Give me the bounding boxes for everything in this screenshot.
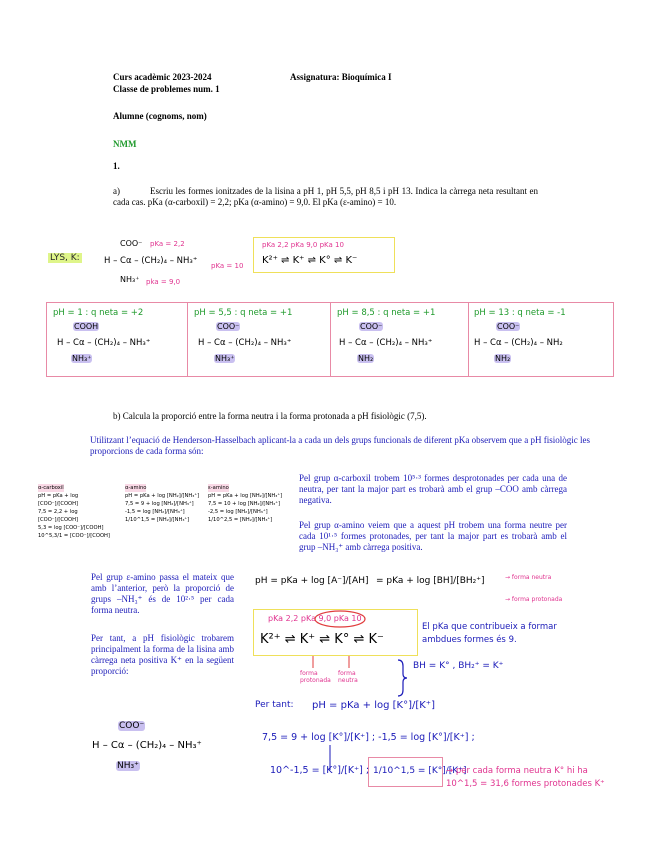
ph-form-chain: H – Cα – (CH₂)₄ – NH₃⁺ [198,338,292,348]
ph-form-title: pH = 5,5 : q neta = +1 [194,308,293,318]
ph-form-chain: H – Cα – (CH₂)₄ – NH₃⁺ [57,338,151,348]
subject: Assignatura: Bioquímica I [290,72,392,82]
ph-form-bottom-group: NH₃⁺ [215,354,235,363]
ph-form-title: pH = 8,5 : q neta = +1 [337,308,436,318]
molecule-coo: COO⁻ [119,721,145,731]
ph-form-chain: H – Cα – (CH₂)₄ – NH₂ [474,338,563,348]
equilibrium-pkas: pKa 2,2 pKa 9,0 pKa 10 [262,241,344,249]
calc-line: 1/10^1,5 = [NH₂]/[NH₃⁺] [125,517,190,523]
pka-note: El pKa que contribueix a formar ambdues formes és 9. [422,622,557,645]
hh-equation: pH = pKa + log [A⁻]/[AH] [255,576,369,586]
ph-form-bottom-group: NH₃⁺ [72,354,92,363]
result-box [368,757,467,787]
pka-carboxyl-note: pKa = 2,2 [150,240,185,248]
calc-line: 7,5 = 2,2 + log [COO⁻]/[COOH] [38,509,79,523]
ph-form-top-group: COO⁻ [497,322,520,331]
student-initials: NMM [113,139,137,149]
conclusion-paragraph: Per tant, a pH fisiològic trobarem principalment la forma de la lisina amb càrrega neta positiva K⁺ en la següent proporció: [91,633,234,676]
equilibrium-pkas: pKa 2,2 pKa 9,0 pKa 10 [268,614,362,623]
calc-line: 10^5,3/1 = [COO⁻]/[COOH] [38,533,110,539]
per-tant-label: Per tant: [255,700,294,710]
calc-step: 7,5 = 9 + log [K°]/[K⁺] ; -1,5 = log [K°]/[K⁺] ; [262,732,475,743]
calc-line: 5,3 = log [COO⁻]/[COOH] [38,525,104,531]
ph-form-bottom-group: NH₂ [358,354,374,363]
part-a-label: a) [113,186,120,196]
molecule-nh3: NH₃⁺ [117,761,139,771]
label-forma-protonada: forma protonada [300,670,331,684]
equilibrium-eq: K²⁺ ⇌ K⁺ ⇌ K° ⇌ K⁻ [260,632,384,647]
carboxyl-paragraph: Pel grup α-carboxil trobem 10⁵·³ formes desprotonades per cada una de neutra, per tant la major part es trobarà amb el grup –COO amb càrrega negativa. [299,473,567,505]
calc-line: -2,5 = log [NH₂]/[NH₃⁺] [208,509,268,515]
calc-line: pH = pKa + log [NH₂]/[NH₃⁺] [208,493,283,499]
calc-title: α-carboxil [38,485,64,491]
calc-line: -1,5 = log [NH₂]/[NH₃⁺] [125,509,185,515]
part-b-text: b) Calcula la proporció entre la forma neutra i la forma protonada a pH fisiològic (7,5). [113,411,427,421]
equilibrium-eq: K²⁺ ⇌ K⁺ ⇌ K° ⇌ K⁻ [262,255,358,266]
ph-form-title: pH = 13 : q neta = -1 [474,308,566,318]
calc-line: pH = pKa + log [NH₂]/[NH₃⁺] [125,493,200,499]
question-number: 1. [113,161,120,171]
pka-alpha-note: pka = 9,0 [146,278,181,286]
calc-line: pH = pKa + log [COO⁻]/[COOH] [38,493,79,507]
calc-line: 7,5 = 9 + log [NH₂]/[NH₃⁺] [125,501,194,507]
calc-line: 7,5 = 10 + log [NH₂]/[NH₃⁺] [208,501,280,507]
hh-equation-k: pH = pKa + log [K°]/[K⁺] [312,700,435,711]
bh-definitions: BH = K° , BH₂⁺ = K⁺ [413,661,504,671]
hh-equation-base: = pKa + log [BH]/[BH₂⁺] [376,576,485,586]
course-year: Curs acadèmic 2023-2024 [113,72,212,82]
result-box-equation: 1/10^1,5 = [K°]/[K⁺] [373,766,467,776]
calc-line: 1/10^2,5 = [NH₂]/[NH₃⁺] [208,517,273,523]
calc-title: α-amino [125,485,147,491]
lysine-nh3: NH₃⁺ [120,275,140,284]
intro-text: Utilitzant l’equació de Henderson-Hasselbach aplicant-la a cada un dels grups funcionals de diferent pKa observem que a pH fisiològic les proporcions de cada forma són: [90,435,590,456]
molecule-chain: H – Cα – (CH₂)₄ – NH₃⁺ [92,740,202,751]
calc-result: 10^-1,5 = [K°]/[K⁺] ; [270,765,370,776]
lysine-chain: H – Cα – (CH₂)₄ – NH₃⁺ [104,256,198,266]
lysine-coo: COO⁻ [120,239,143,248]
lysine-label: LYS, K: [50,253,80,263]
epsilon-amino-paragraph: Pel grup ε-amino passa el mateix que amb l’anterior, però la proporció de grups –NH₃⁺ és de 10²·⁵ per cada forma neutra. [91,572,234,615]
ph-form-top-group: COOH [74,322,99,331]
ph-form-title: pH = 1 : q neta = +2 [53,308,144,318]
class-number: Classe de problemes num. 1 [113,84,220,94]
ph-form-top-group: COO⁻ [217,322,240,331]
part-a-text: Escriu les formes ionitzades de la lisina a pH 1, pH 5,5, pH 8,5 i pH 13. Indica la càrrega neta resultant en cada cas. pKa (α-carboxil) = 2,2; pKa (α-amino) = 9,0. El pKa (ε-amino) = 10. [113,186,538,207]
label-forma-neutra: forma neutra [338,670,358,684]
label-protonada: → forma protonada [505,596,563,603]
label-neutra: → forma neutra [505,574,552,581]
alpha-amino-paragraph: Pel grup α-amino veiem que a aquest pH trobem una forma neutre per cada 10¹·⁵ formes protonades, per tant la major part es trobarà amb el grup –NH₃⁺ amb càrrega positiva. [299,520,567,552]
calc-title: ε-amino [208,485,229,491]
pka-epsilon-note: pKa = 10 [211,262,244,270]
student-label: Alumne (cognoms, nom) [113,111,207,121]
ph-form-bottom-group: NH₂ [495,354,511,363]
final-note: → per cada forma neutra K° hi ha 10^1,5 = 31,6 formes protonades K⁺ [446,766,605,789]
ph-form-chain: H – Cα – (CH₂)₄ – NH₃⁺ [339,338,433,348]
ph-form-top-group: COO⁻ [360,322,383,331]
